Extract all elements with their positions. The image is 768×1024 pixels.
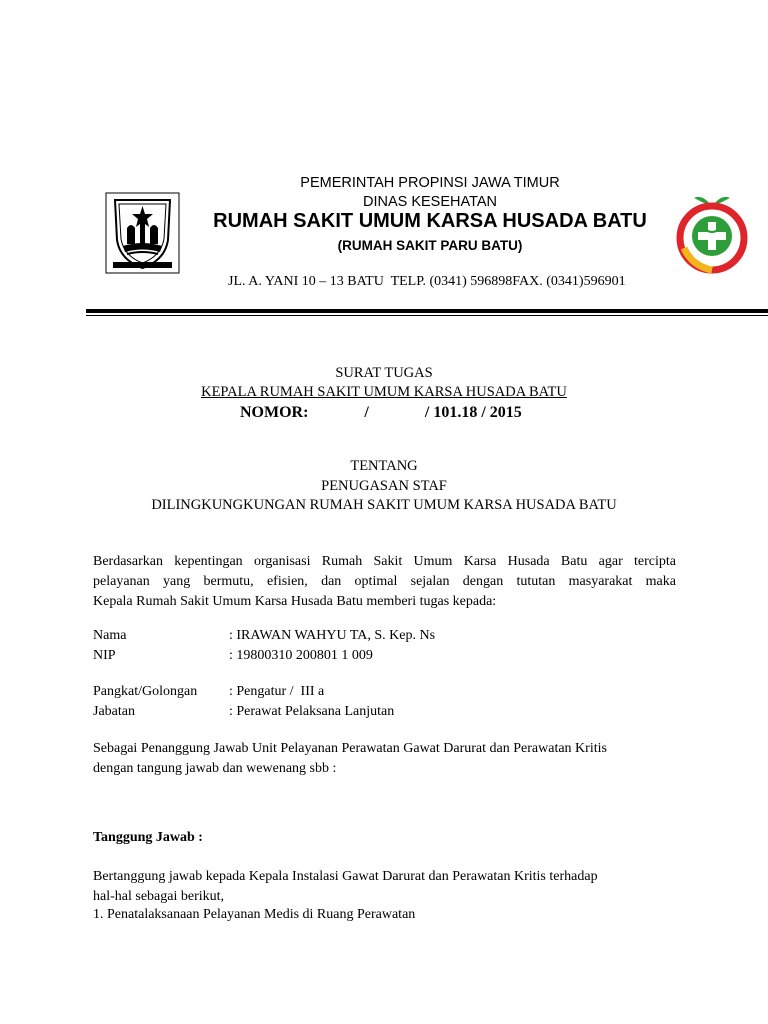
letterhead-department: DINAS KESEHATAN bbox=[362, 194, 498, 210]
responsibility-heading: Tanggung Jawab : bbox=[93, 830, 203, 845]
intro-line: pelayanan yang bermutu, efisien, dan optimal sejalan dengan tututan masyarakat maka bbox=[93, 574, 676, 589]
letterhead-address: JL. A. YANI 10 – 13 BATU TELP. (0341) 596898FAX. (0341)596901 bbox=[228, 274, 626, 289]
pangkat-label: Pangkat/Golongan bbox=[93, 684, 198, 699]
nama-value: : IRAWAN WAHYU TA, S. Kep. Ns bbox=[229, 628, 436, 643]
responsibility-item: 1. Penatalaksanaan Pelayanan Medis di Ruang Perawatan bbox=[93, 907, 416, 922]
role-line: dengan tangung jawab dan wewenang sbb : bbox=[93, 761, 337, 776]
responsibility-line: Bertanggung jawab kepada Kepala Instalasi Gawat Darurat dan Perawatan Kritis terhadap bbox=[93, 869, 598, 884]
subject-heading: TENTANG bbox=[350, 458, 418, 474]
document-issuer bbox=[0, 384, 768, 401]
responsibility-line: hal-hal sebagai berikut, bbox=[93, 889, 225, 904]
role-line: Sebagai Penanggung Jawab Unit Pelayanan Perawatan Gawat Darurat dan Perawatan Kritis bbox=[93, 741, 607, 756]
nama-label: Nama bbox=[93, 628, 127, 643]
letterhead-hospital-alias: (RUMAH SAKIT PARU BATU) bbox=[337, 238, 523, 253]
role-paragraph bbox=[93, 739, 693, 779]
subject-line-1: PENUGASAN STAF bbox=[321, 478, 447, 494]
letterhead-rule-thin bbox=[86, 315, 768, 316]
document-number: NOMOR: / / 101.18 / 2015 bbox=[240, 404, 522, 421]
intro-paragraph bbox=[93, 552, 676, 612]
pangkat-value: : Pengatur / III a bbox=[229, 684, 325, 699]
letterhead-rule-thick bbox=[86, 309, 768, 313]
nip-label: NIP bbox=[93, 648, 116, 663]
responsibility-paragraph bbox=[93, 867, 693, 907]
document-title: SURAT TUGAS bbox=[335, 365, 433, 381]
intro-line: Kepala Rumah Sakit Umum Karsa Husada Batu memberi tugas kepada: bbox=[93, 594, 497, 609]
hospital-logo-icon bbox=[672, 192, 752, 278]
nip-value: : 19800310 200801 1 009 bbox=[229, 648, 373, 663]
document-issuer-text: KEPALA RUMAH SAKIT UMUM KARSA HUSADA BATU bbox=[201, 384, 567, 400]
jabatan-value: : Perawat Pelaksana Lanjutan bbox=[229, 704, 395, 719]
subject-line-2: DILINGKUNGKUNGAN RUMAH SAKIT UMUM KARSA HUSADA BATU bbox=[151, 497, 617, 513]
jabatan-label: Jabatan bbox=[93, 704, 135, 719]
letterhead-hospital-name: RUMAH SAKIT UMUM KARSA HUSADA BATU bbox=[213, 210, 647, 232]
letterhead-government: PEMERINTAH PROPINSI JAWA TIMUR bbox=[300, 175, 560, 191]
intro-line: Berdasarkan kepentingan organisasi Rumah Sakit Umum Karsa Husada Batu agar tercipta bbox=[93, 554, 676, 569]
